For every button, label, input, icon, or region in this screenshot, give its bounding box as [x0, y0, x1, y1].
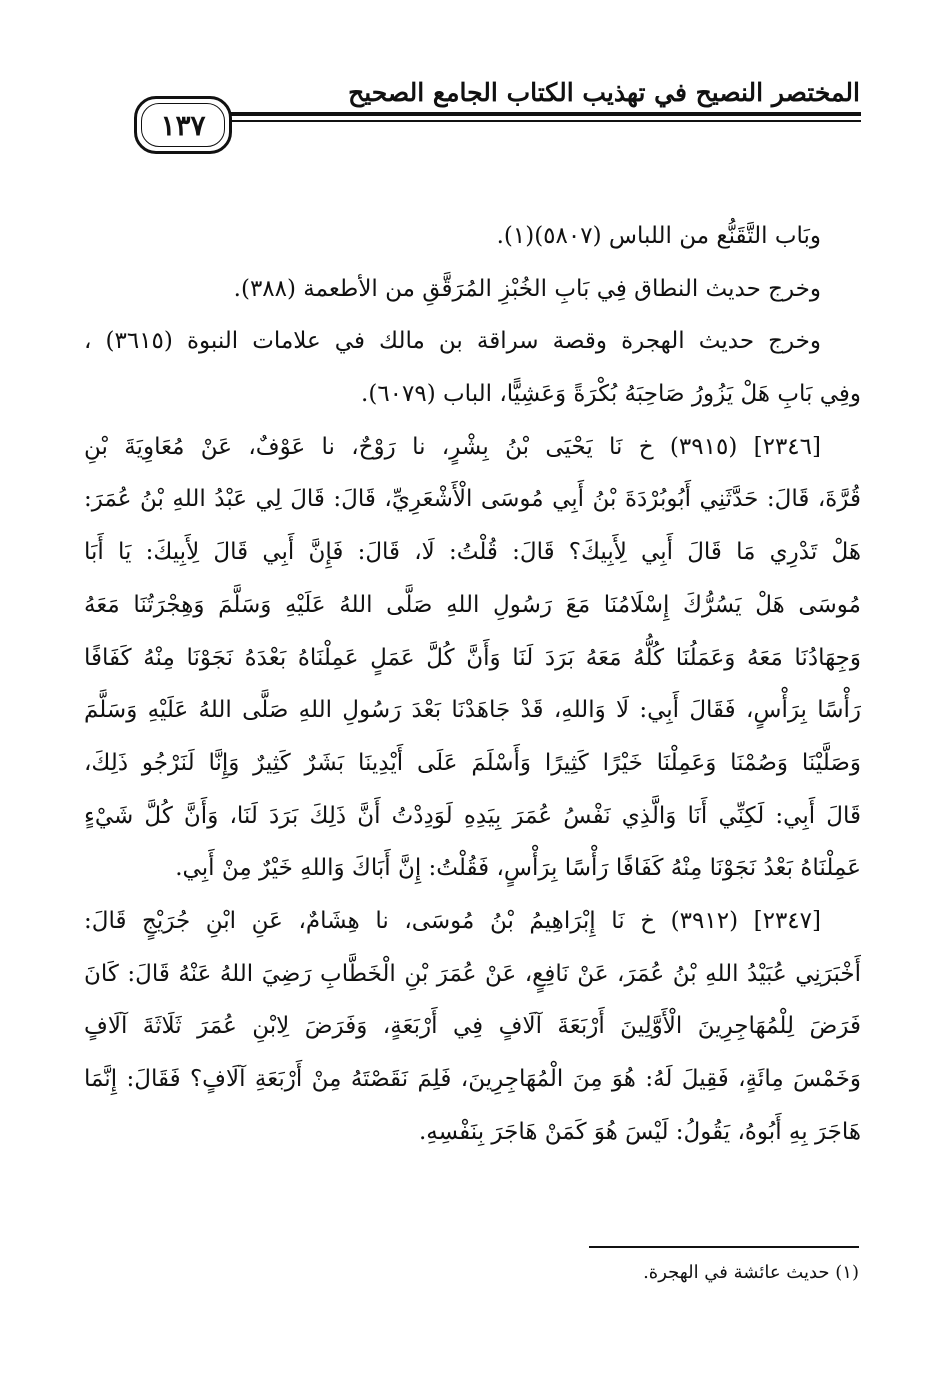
header-rule-thin [225, 120, 861, 122]
text-line: وبَاب التَّقَنُّع من اللباس (٥٨٠٧)(١). [496, 223, 821, 249]
header-rule-thick [225, 112, 861, 116]
text-line: هَلْ تَدْرِي مَا قَالَ أَبِي لِأَبِيكَ؟ قَالَ: قُلْتُ: لَا، قَالَ: فَإِنَّ أَبِي قَالَ لِأَبِيكَ: يَا أَبَا [84, 539, 861, 566]
text-line: مُوسَى هَلْ يَسُرُّكَ إِسْلَامُنَا مَعَ رَسُولِ اللهِ صَلَّى اللهُ عَلَيْهِ وَسَلَّمَ وَهِجْرَتُنَا مَعَهُ [84, 591, 861, 618]
text-line: هَاجَرَ بِهِ أَبُوهُ، يَقُولُ: لَيْسَ هُوَ كَمَنْ هَاجَرَ بِنَفْسِهِ. [418, 1118, 861, 1145]
footnote: (١) حديث عائشة في الهجرة. [643, 1262, 859, 1283]
text-line: وَجِهَادُنَا مَعَهُ وَعَمَلُنَا كُلُّهُ مَعَهُ بَرَدَ لَنَا وَأَنَّ كُلَّ عَمَلٍ عَمِلْنَاهُ بَعْدَهُ نَجَوْنَا مِنْهُ كَفَافًا [84, 644, 861, 671]
text-line: [٢٣٤٧] (٣٩١٢) خ نَا إِبْرَاهِيمُ بْنُ مُوسَى، نا هِشَامٌ، عَنِ ابْنِ جُرَيْجٍ قَالَ: [84, 907, 821, 934]
text-line: وفِي بَابِ هَلْ يَزُورُ صَاحِبَهُ بُكْرَةً وَعَشِيًّا، الباب (٦٠٧٩). [361, 381, 861, 408]
text-line: [٢٣٤٦] (٣٩١٥) خ نَا يَحْيَى بْنُ بِشْرٍ، نا رَوْحٌ، نا عَوْفٌ، عَنْ مُعَاوِيَةَ بْنِ [84, 433, 821, 460]
text-line: وخرج حديث الهجرة وقصة سراقة بن مالك في علامات النبوة (٣٦١٥) ، [84, 328, 822, 355]
text-line: رَأْسًا بِرَأْسٍ، فَقَالَ أَبِي: لَا وَاللهِ، قَدْ جَاهَدْنَا بَعْدَ رَسُولِ اللهِ صَلَّى اللهُ عَلَيْهِ وَسَلَّمَ [84, 697, 861, 724]
text-line: فَرَضَ لِلْمُهَاجِرِينَ الْأَوَّلِينَ أَرْبَعَةَ آلَافٍ فِي أَرْبَعَةٍ، وَفَرَضَ لِابْنِ عُمَرَ ثَلَاثَةَ آلَافٍ [84, 1013, 861, 1040]
text-line: قُرَّةَ، قَالَ: حَدَّثَنِي أَبُوبُرْدَةَ بْنُ أَبِي مُوسَى الْأَشْعَرِيِّ، قَالَ: قَالَ لِي عَبْدُ اللهِ بْنُ عُمَرَ: [84, 486, 861, 513]
text-line: وَصَلَّيْنَا وَصُمْنَا وَعَمِلْنَا خَيْرًا كَثِيرًا وَأَسْلَمَ عَلَى أَيْدِينَا بَشَرٌ كَثِيرٌ وَإِنَّا لَنَرْجُو ذَلِكَ، [84, 749, 861, 776]
text-line: أَخْبَرَنِي عُبَيْدُ اللهِ بْنُ عُمَرَ، عَنْ نَافِعٍ، عَنْ عُمَرَ بْنِ الْخَطَّابِ رَضِيَ اللهُ عَنْهُ قَالَ: كَانَ [84, 960, 861, 987]
text-line: وَخَمْسَ مِائَةٍ، فَقِيلَ لَهُ: هُوَ مِنَ الْمُهَاجِرِينَ، فَلِمَ نَقَصْتَهُ مِنْ أَرْبَعَةِ آلَافٍ؟ فَقَالَ: إِنَّمَا [84, 1066, 861, 1092]
text-line: عَمِلْنَاهُ بَعْدُ نَجَوْنَا مِنْهُ كَفَافًا رَأْسًا بِرَأْسٍ، فَقُلْتُ: إِنَّ أَبَاكَ وَاللهِ خَيْرٌ مِنْ أَبِي. [175, 855, 861, 882]
running-title: المختصر النصيح في تهذيب الكتاب الجامع الصحيح [348, 78, 860, 107]
body-text [84, 210, 861, 1158]
footnote-separator [589, 1246, 859, 1248]
text-line: قَالَ أَبِي: لَكِنِّي أَنَا وَالَّذِي نَفْسُ عُمَرَ بِيَدِهِ لَوَدِدْتُ أَنَّ ذَلِكَ بَرَدَ لَنَا، وَأَنَّ كُلَّ شَيْءٍ [84, 802, 861, 829]
page-number-text: ١٣٧ [160, 108, 206, 142]
text-line: وخرج حديث النطاق فِي بَابِ الخُبْزِ المُرَقَّقِ من الأطعمة (٣٨٨). [233, 275, 821, 302]
page-number [134, 96, 232, 154]
